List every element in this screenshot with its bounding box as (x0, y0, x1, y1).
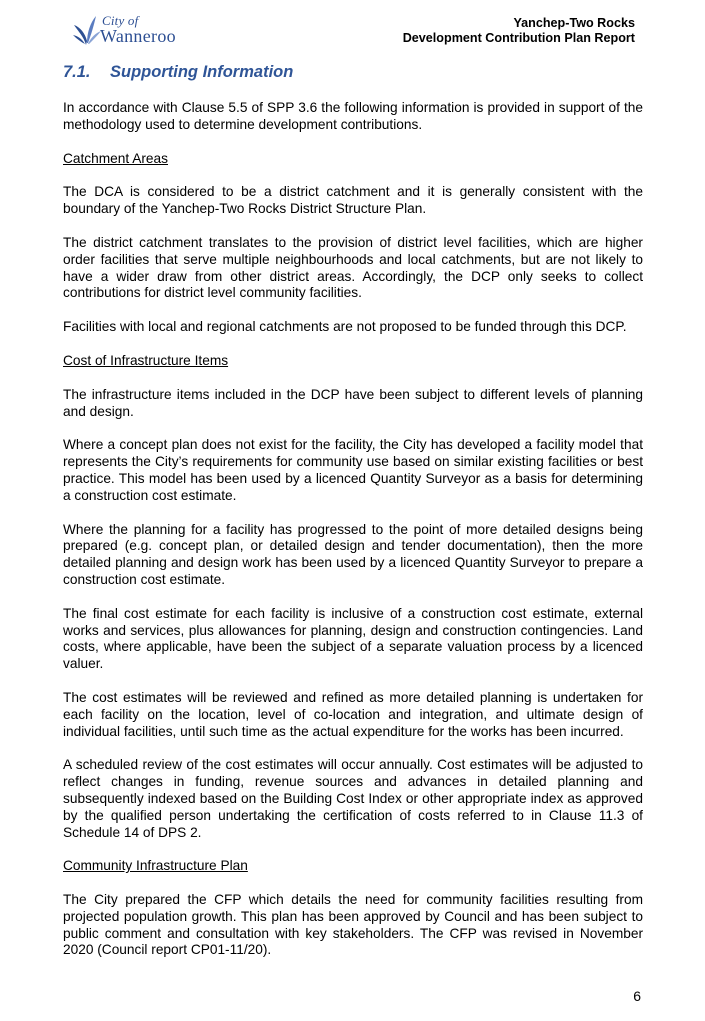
subheading-community-infrastructure-plan: Community Infrastructure Plan (63, 858, 248, 874)
section-number: 7.1. (63, 63, 91, 81)
section-title: Supporting Information (110, 63, 294, 81)
paragraph: Where a concept plan does not exist for the facility, the City has developed a facility model that represents the City’s requirements for community use based on similar existing facilities or best practice. This model has been used by a licenced Quantity Surveyor as a basis for determining a construction cost estimate. (63, 437, 643, 503)
subheading-catchment-areas: Catchment Areas (63, 150, 168, 166)
paragraph: The City prepared the CFP which details the need for community facilities resulting from projected population growth. This plan has been approved by Council and has been subject to public comment and consultation with key stakeholders. The CFP was revised in November 2020 (Council report CP01-11/20). (63, 892, 643, 958)
subheading-cost-of-infrastructure: Cost of Infrastructure Items (63, 352, 229, 368)
logo-text-city-of: City of (102, 13, 139, 28)
intro-paragraph: In accordance with Clause 5.5 of SPP 3.6 the following information is provided in support of the methodology used to determine development contributions. (63, 100, 643, 132)
paragraph: The DCA is considered to be a district catchment and it is generally consistent with the boundary of the Yanchep-Two Rocks District Structure Plan. (63, 184, 643, 217)
paragraph: Facilities with local and regional catchments are not proposed to be funded through this DCP. (63, 319, 627, 335)
city-of-wanneroo-logo (72, 13, 182, 47)
paragraph: The infrastructure items included in the DCP have been subject to different levels of planning and design. (63, 386, 643, 419)
body-text (63, 100, 643, 976)
page-number: 6 (633, 988, 641, 1004)
paragraph: The district catchment translates to the provision of district level facilities, which are higher order facilities that serve multiple neighbourhoods and local catchments, but are not likely to have a wider draw from other district areas. Accordingly, the DCP only seeks to collect contributions for district level community facilities. (63, 234, 643, 301)
leaf-emblem-icon (72, 13, 102, 47)
logo-text-wanneroo: Wanneroo (100, 26, 176, 46)
paragraph: A scheduled review of the cost estimates will occur annually. Cost estimates will be adjusted to reflect changes in funding, revenue sources and advances in detailed planning and subsequently indexed based on the Building Cost Index or other appropriate index as approved by the qualified person undertaking the certification of costs referred to in Clause 11.3 of Schedule 14 of DPS 2. (63, 757, 643, 840)
paragraph: Where the planning for a facility has progressed to the point of more detailed designs being prepared (e.g. concept plan, or detailed design and tender documentation), then the more detailed planning and design work has been used by a licenced Quantity Surveyor to prepare a construction cost estimate. (63, 521, 643, 587)
paragraph: The cost estimates will be reviewed and refined as more detailed planning is undertaken for each facility on the location, level of co-location and integration, and ultimate design of individual facilities, until such time as the actual expenditure for the works has been incurred. (63, 689, 643, 739)
section-heading (63, 63, 293, 82)
report-header (403, 16, 635, 46)
header-title-line1: Yanchep-Two Rocks (513, 16, 635, 30)
paragraph: The final cost estimate for each facility is inclusive of a construction cost estimate, external works and services, plus allowances for planning, design and construction contingencies. Land costs, where applicable, have been the subject of a separate valuation process by a licenced valuer. (63, 605, 643, 672)
header-title-line2: Development Contribution Plan Report (402, 31, 635, 45)
